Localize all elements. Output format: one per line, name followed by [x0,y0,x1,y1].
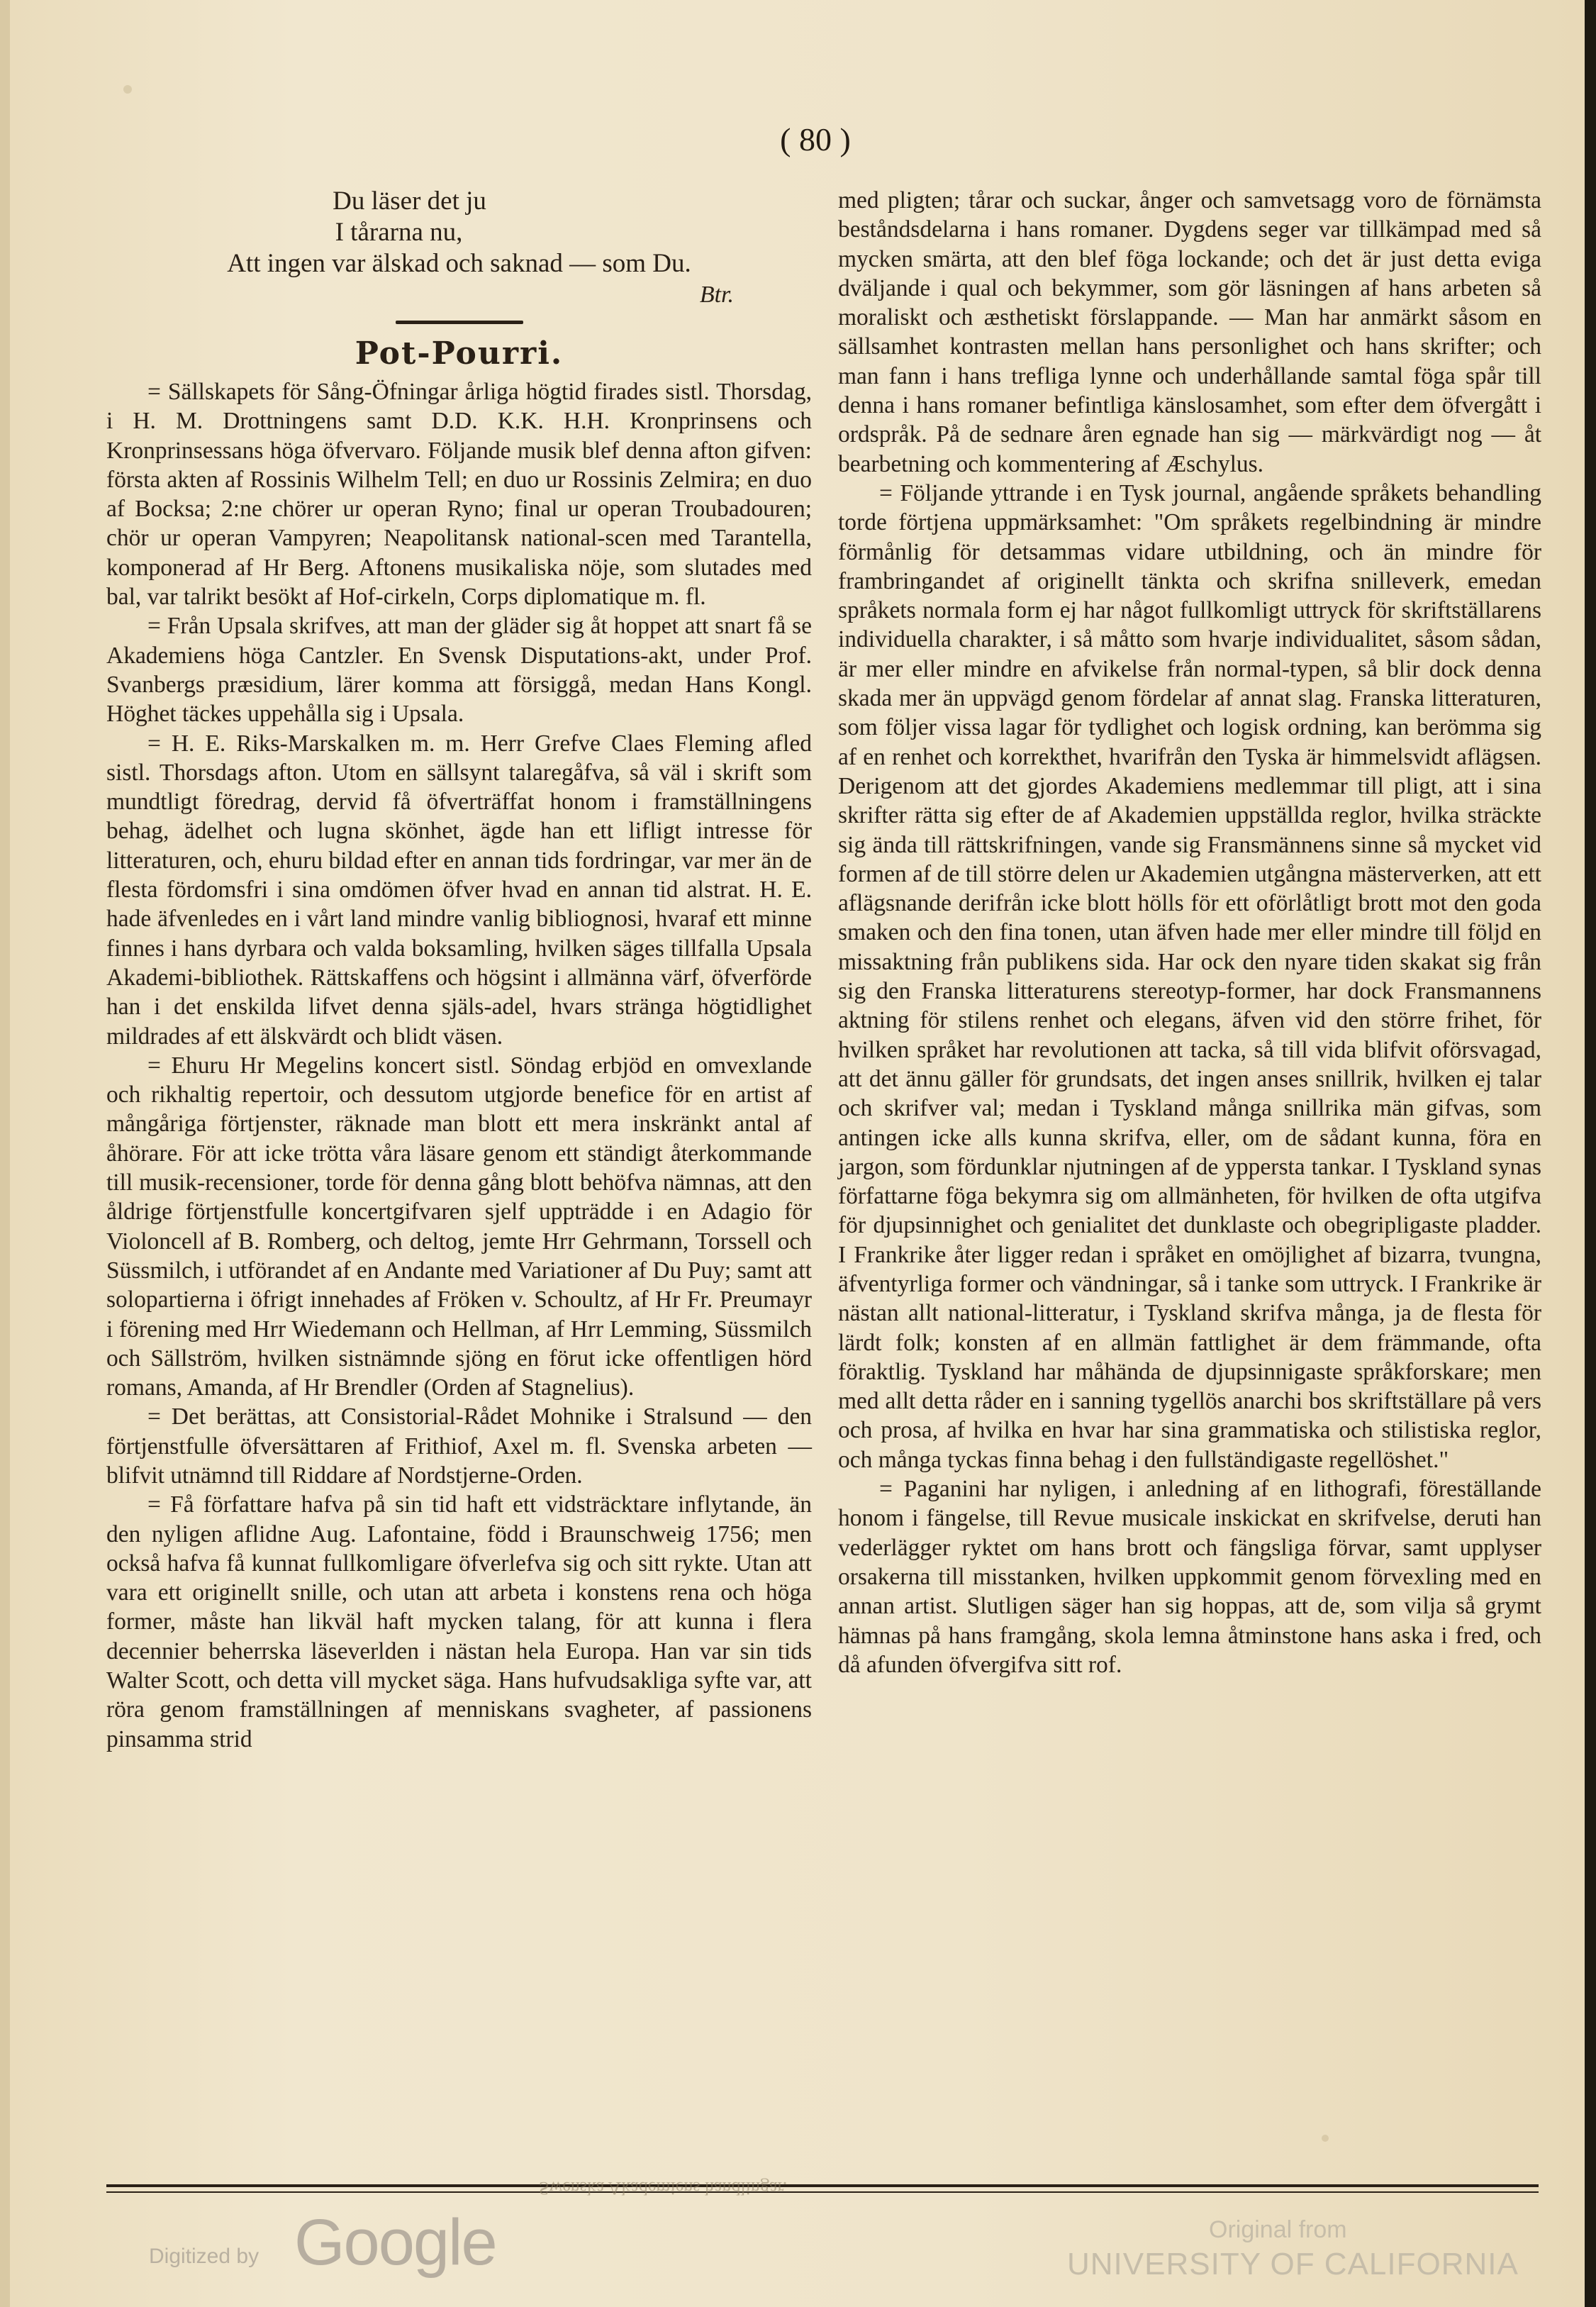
page-number: ( 80 ) [780,121,851,157]
article-paragraph: = Sällskapets för Sång-Öfningar årliga högtid firades sistl. Thorsdag, i H. M. Drottningens samt D.D. K.K. H.H. Kronprinsens och Kronprinsessans höga öfvervaro. Följande musik blef denna afton gifven: första akten af Rossinis Wilhelm Tell; en duo ur Rossinis Zelmira; en duo af Bocksa; 2:ne chörer ur operan Ryno; final ur operan Troubadouren; chör ur operan Vampyren; Neapolitansk national-scen med Tarantella, komponerad af Hr Berg. Aftonens musikaliska nöje, som slutades med bal, var talrikt besökt af Hof-cirkeln, Corps diplomatique m. fl. [106,379,812,611]
bleed-through-text: Swenska Akademiens handlingar. [539,2178,788,2198]
left-column [106,186,812,1754]
university-watermark: UNIVERSITY OF CALIFORNIA [1067,2247,1519,2281]
paper-spot [1322,2135,1329,2142]
section-heading: Pot-Pourri. [355,335,564,372]
bottom-rule [106,2191,1539,2193]
poem [106,186,812,311]
article-paragraph: = Paganini har nyligen, i anledning af en lithografi, föreställande honom i fängelse, till Revue musicale inskickat en skrifvelse, deruti han vederlägger ryktet om hans brott och fängsliga förvar, samt upplyser orsakerna till misstanken, hvilken uppkommit genom förvexling med en annan artist. Slutligen säger han sig hoppas, att de, som vilja så grymt hämnas på hans framgång, skola lemna åtminstone hans aska i fred, och då afunden öfvergifva sitt rof. [838,1476,1541,1678]
section-divider [396,321,523,324]
poem-line: I tårarna nu, [335,218,463,247]
poem-signature: Btr. [699,282,734,308]
article-paragraph: = Från Upsala skrifves, att man der gläder sig åt hoppet att snart få se Akademiens höga Cantzler. En Svensk Disputations-akt, under Prof. Svanbergs præsidium, lärer komma att försiggå, medan Hans Kongl. Höghet täckes uppehålla sig i Upsala. [106,613,812,728]
poem-line: Att ingen var älskad och saknad — som Du. [227,249,691,278]
google-watermark: Google [294,2206,496,2279]
right-column [838,186,1541,1679]
scan-edge-right [1585,0,1596,2307]
article-paragraph: = Ehuru Hr Megelins koncert sistl. Söndag erbjöd en omvexlande och rikhaltig repertoir, och dessutom utgjorde benefice för en artist af mångåriga förtjenster, räknade man blott ett mera inskränkt antal af åhörare. För att icke trötta våra läsare genom ett ständigt återkommande till musik-recensioner, torde för denna gång blott behöfva nämnas, att den åldrige förtjenstfulle koncertgifvaren sjelf uppträdde i en Adagio för Violoncell af B. Romberg, och deltog, jemte Hrr Gehrmann, Torssell och Süssmilch, i utförandet af en Andante med Variationer af Du Puy; samt att solopartierna i öfrigt innehades af Fröken v. Schoultz, af Hr Fr. Preumayr i förening med Hrr Wiedemann och Hellman, af Hrr Lemming, Süssmilch och Sällström, hvilken sistnämnde sjöng en förut icke offentligen hörd romans, Amanda, af Hr Brendler (Orden af Stagnelius). [106,1052,812,1401]
article-paragraph: = Det berättas, att Consistorial-Rådet Mohnike i Stralsund — den förtjenstfulle öfversättaren af Frithiof, Axel m. fl. Svenska arbeten — blifvit utnämnd till Riddare af Nordstjerne-Orden. [106,1403,812,1489]
digitized-by-label: Digitized by [149,2245,260,2268]
article-paragraph: med pligten; tårar och suckar, ånger och samvetsagg voro de förnämsta beståndsdelarna i hans romaner. Dygdens seger var tillkämpad med så mycken smärta, att den blef föga lockande; och det är just detta eviga dväljande i qual och bekymmer, som gör läsningen af hans arbeten så moraliskt och æsthetiskt förslappande. — Man har anmärkt såsom en sällsamhet kontrasten mellan hans personlighet och hans skrifter; och man fann i hans trefliga lynne och underhållande samtal föga spår till denna i hans romaner befintliga känslosamhet, som efter dem öfvergått i ordspråk. På de sednare åren egnade han sig — märkvärdigt nog — åt bearbetning och kommentering af Æschylus. [838,187,1541,477]
article-paragraph: = H. E. Riks-Marskalken m. m. Herr Grefve Claes Fleming afled sistl. Thorsdags afton. Utom en sällsynt talaregåfva, så väl i skrift som mundtligt föredrag, dervid få öfverträffat honom i framställningens behag, ädelhet och lugna skönhet, ägde han ett lifligt intresse för litteraturen, och, ehuru bildad efter en annan tids fordringar, var mer än de flesta fördomsfri i sina omdömen öfver hvad en annan tid alstrat. H. E. hade äfvenledes en i vårt land mindre vanlig bibliognosi, hvaraf ett minne finnes i hans dyrbara och valda boksamling, hvilken säges tillfalla Upsala Akademi-bibliothek. Rättskaffens och högsint i allmänna värf, öfverförde han i det enskilda lifvet denna själs-adel, hvars stränga högtidlighet mildrades af ett älskvärdt och blidt väsen. [106,730,812,1050]
bottom-rule [106,2184,1539,2187]
scan-edge-left [0,0,10,2307]
original-from-label: Original from [1209,2216,1347,2243]
article-paragraph: = Få författare hafva på sin tid haft ett vidsträcktare inflytande, än den nyligen aflidne Aug. Lafontaine, född i Braunschweig 1756; men också hafva få kunnat fullkomligare öfverlefva sig och sitt rykte. Utan att vara ett originellt snille, och utan att arbeta i konstens rena och höga former, måste han likväl haft mycken talang, för att kunna i flera decennier beherrska läseverlden i nästan hela Europa. Han var sin tids Walter Scott, och detta vill mycket säga. Hans hufvudsakliga syfte var, att röra genom framställningen af menniskans svagheter, af passionens pinsamma strid [106,1491,812,1752]
article-paragraph: = Följande yttrande i en Tysk journal, angående språkets behandling torde förtjena uppmärksamhet: "Om språkets regelbindning är mindre förmånlig för detsammas vidare utbildning, och än mindre för frambringandet af originellt tänkta och skrifna snilleverk, emedan språkets normala form ej har något fullkomligt uttryck för skriftställarens individuella charakter, i så måtto som hvarje individualitet, såsom sådan, är mer eller mindre en afvikelse från normal-typen, så blir dock denna skada mer än uppvägd genom fördelar af annat slag. Franska litteraturen, som följer vissa lagar för tydlighet och logisk ordning, kan berömma sig af en renhet och korrekthet, hvarifrån den Tyska är himmelsvidt aflägsen. Derigenom att det gjordes Akademiens medlemmar till pligt, att i sina skrifter rätta sig efter de af Akademien uppställda reglor, hvilka sträckte sig ända till rättskrifningen, vande sig Fransmännens sinne så mycket vid formen af de till större delen ur Akademien utgångna mästerverken, att ett aflägsnande derifrån icke blott hölls för ett oförlåtligt brott mot den goda smaken och den fina tonen, utan äfven hade mer eller mindre till följd en missaktning från publikens sida. Har ock den nyare tiden skakat sig från sig den Franska litteraturens stereotyp-former, har dock Fransmannens aktning för stilens renhet och elegans, äfven vid den större frihet, för hvilken språket har revolutionen att tacka, så till vida blifvit oförsvagad, att det ännu gäller för grundsats, det ingen anses snillrik, hvilken ej talar och skrifver val; medan i Tyskland många snillrika män gifvas, som antingen icke alls kunna skrifva, eller, om de sådant kunna, föra en jargon, som fördunklar njutningen af de ypperstа tankar. I Tyskland synas författarne föga bekymra sig om allmänheten, för hvilken de ofta utgifva för djupsinnighet och genialitet det dunklaste och obegripligaste pladder. I Frankrike åter ligger redan i språket en omöjlighet af bizarra, tvungna, äfventyrliga former och vändningar, så i tanke som uttryck. I Frankrike är nästan allt national-litteratur, i Tyskland skrifva många, ja de flesta för lärdt folk; konsten af en allmän fattlighet är dem främmande, ofta föraktlig. Tyskland har måhända de djupsinnigaste språkforskare; men med allt detta råder en i sanning tygellös anarchi bos skriftställare på vers och prosa, af hvilka en hvar har sina grammatiska och stilistiska reglor, och många tyckas finna behag i den fullständigaste regellöshet." [838,479,1541,1473]
poem-line: Du läser det ju [333,187,486,216]
paper-spot [123,85,132,94]
